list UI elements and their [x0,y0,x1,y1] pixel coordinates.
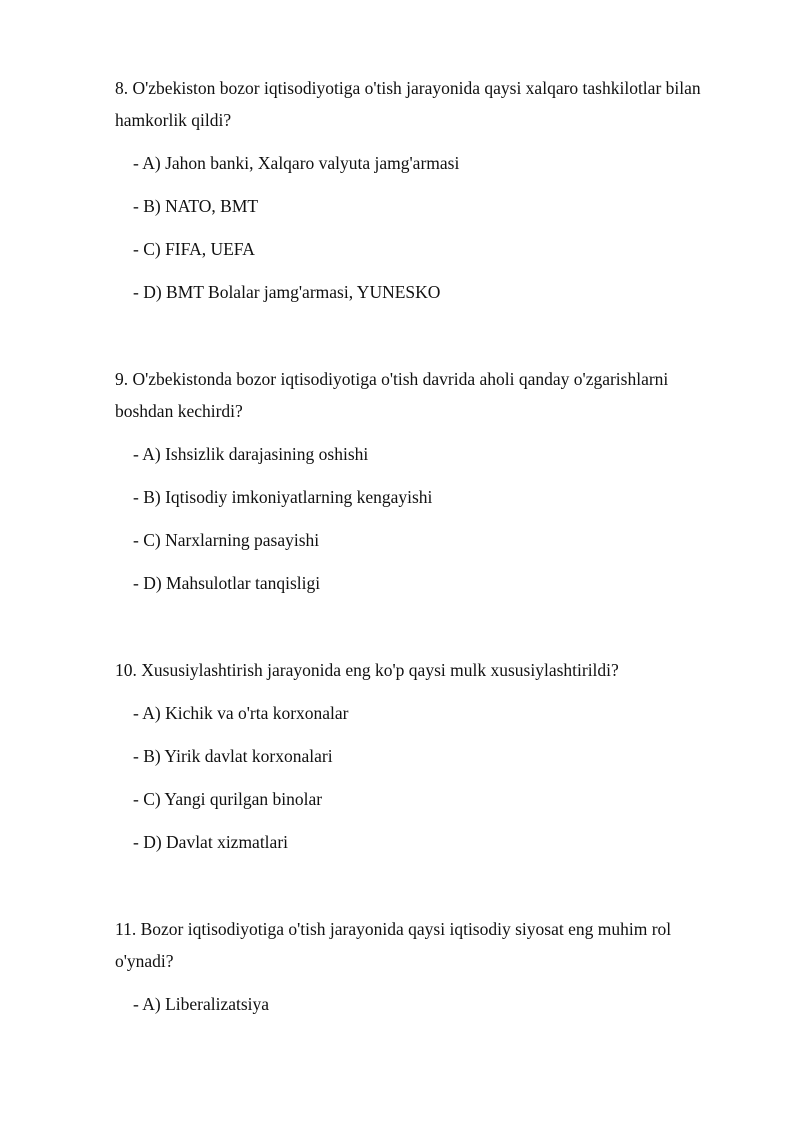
question-text: 11. Bozor iqtisodiyotiga o'tish jarayonida qaysi iqtisodiy siyosat eng muhim rol o'ynadi? [115,919,672,971]
option-a: - A) Jahon banki, Xalqaro valyuta jamg'armasi [133,153,460,173]
answer-options [115,697,725,869]
answer-options [115,147,725,319]
option-a: - A) Kichik va o'rta korxonalar [133,703,349,723]
question-9 [115,363,725,610]
question-text: 9. O'zbekistonda bozor iqtisodiyotiga o'tish davrida aholi qanday o'zgarishlarni boshdan kechirdi? [115,369,669,421]
option-a: - A) Liberalizatsiya [133,994,270,1014]
option-c: - C) Narxlarning pasayishi [133,530,320,550]
question-text: 10. Xususiylashtirish jarayonida eng ko'p qaysi mulk xususiylashtirildi? [115,660,619,680]
answer-options [115,988,725,1031]
option-c: - C) Yangi qurilgan binolar [133,789,323,809]
option-d: - D) BMT Bolalar jamg'armasi, YUNESKO [133,282,441,302]
option-b: - B) Yirik davlat korxonalari [133,746,333,766]
question-text: 8. O'zbekiston bozor iqtisodiyotiga o'tish jarayonida qaysi xalqaro tashkilotlar bilan hamkorlik qildi? [115,78,701,130]
question-11 [115,913,725,1031]
option-b: - B) Iqtisodiy imkoniyatlarning kengayishi [133,487,433,507]
answer-options [115,438,725,610]
question-8 [115,72,725,319]
option-a: - A) Ishsizlik darajasining oshishi [133,444,369,464]
option-b: - B) NATO, BMT [133,196,259,216]
option-c: - C) FIFA, UEFA [133,239,255,259]
question-10 [115,654,725,869]
option-d: - D) Mahsulotlar tanqisligi [133,573,321,593]
option-d: - D) Davlat xizmatlari [133,832,289,852]
